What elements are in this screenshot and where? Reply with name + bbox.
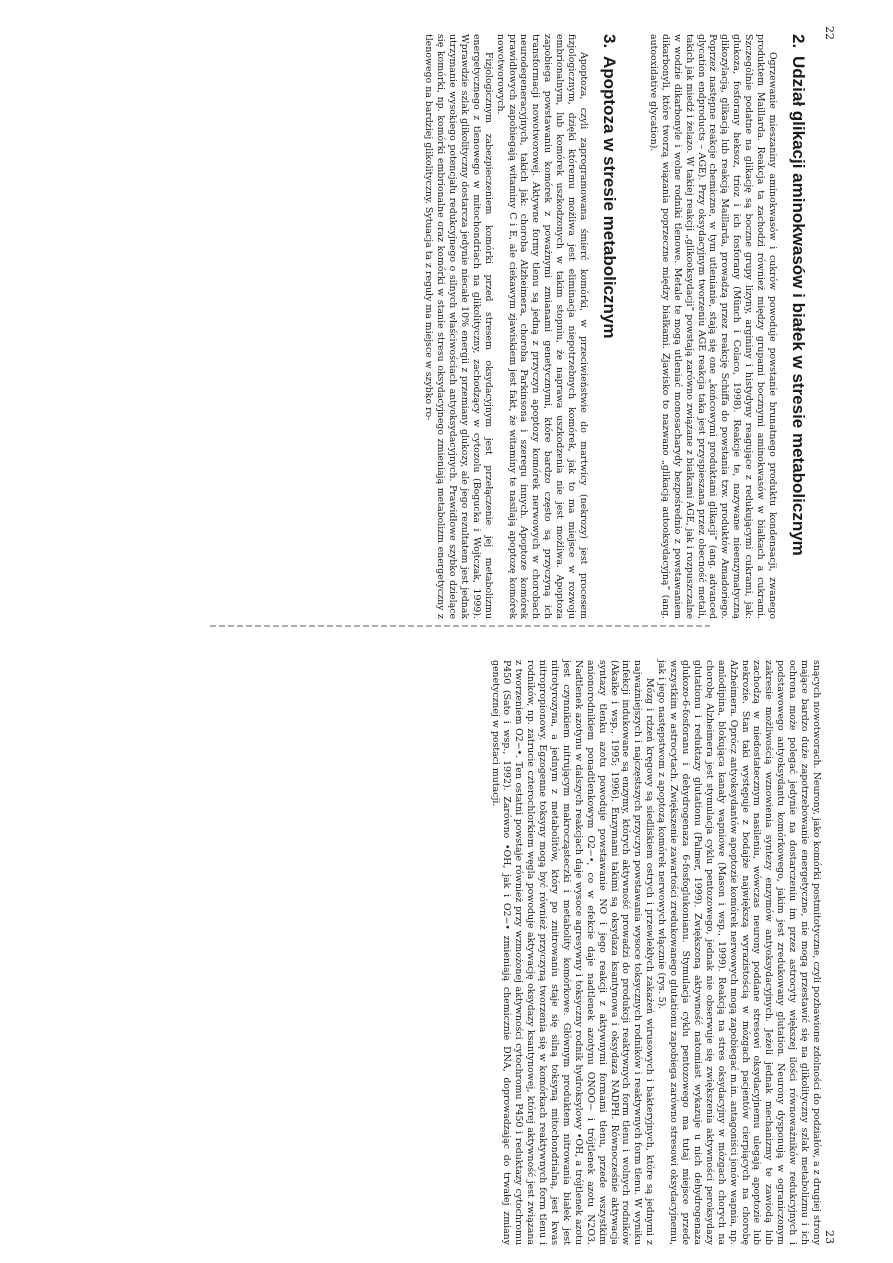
section-2-number: 2. bbox=[789, 34, 808, 49]
section-2-title: Udział glikacji aminokwasów i białek w stresie metabolicznym bbox=[789, 56, 808, 556]
section-2-paragraph: Ogrzewanie mieszaniny aminokwasów i cukrów powoduje powstanie brunatnego produktu kondensacji, zwanego produktem Maillarda. Reakcja ta zachodzi również między grupami bocznymi aminokwasów w białkach a cukrami. Szczególnie podatne na glikację są boczne grupy lizyny, argininy i histydyny reagujące z redukującymi cukrami, jak: glukoza, fosforany heksoz, trioz i ich fosforany (Münch i Colaco, 1998). Reakcje te, nazywane nieenzymatyczną glikozylacją, glikacją lub reakcją Maillarda, prowadzą przez reakcję Schiffa do powstania tzw. produktów Amadoriego. Poprzez następne reakcje chemiczne, w tym utlenianie, stają się one „końcowymi produktami glikacji” (ang. advanced glycation endproducts – AGE). Przy oksydacyjnym tworzeniu AGE reakcja taka jest przyspieszana przez obecność metali, takich jak miedź i żelazo. W takiej reakcji „glikooksydacji” powstają zarówno związane z białkami AGE, jak i rozpuszczalne w wodzie dikarbonyle i wolne rodniki tlenowe. Metale te mogą utleniać monosacharydy bezpośrednio z powstawaniem dikarbonyli, które tworzą wiązania poprzeczne między białkami. Zjawisko to nazwano „glikacją autooksydacyjną” (ang. autooxidative glycation). bbox=[647, 34, 778, 619]
right-page bbox=[276, 652, 836, 1252]
right-page-paragraph-1: snących nowotworach. Neurony, jako komórki postmitotyczne, czyli pozbawione zdolności do podziałów, a z drugiej strony mające bardzo duże zapotrzebowanie energetyczne, nie mogą przestawić się na glikolityczny szlak metabolizmu i ich ochrona może polegać jedynie na dostarczeniu im przez astrocyty większej ilości równoważników redukcyjnych i podstawowego antyoksydantu komórkowego, jakim jest zredukowany glutation. Neurony dysponują w ograniczonym zakresie możliwością wznowienia syntezy enzymów antyoksydacyjnych. Jeżeli jednak mechanizmy te zawiodą lub zachodzą w niedostatecznym nasileniu, wówczas neurony poddane stresowi oksydacyjnemu ulegają apoptozie lub nekrozie. Stan taki występuje z bodajże największą wyrazistością w mózgach pacjentów cierpiących na chorobę Alzheimera. Oprócz antyoksydantów apoptozie komórek nerwowych mogą zapobiegać m.in. antagoniści jonów wapnia, np. amlodipina, blokująca kanały wapniowe (Mason i wsp., 1999). Reakcją na stres oksydacyjny w mózgach chorych na chorobę Alzheimera jest stymulacja cyklu pentozowego, jednak nie obserwuje się zwiększenia aktywności peroksydazy glutationu i reduktazy glutationu (Palmer, 1999). Zwiększoną aktywność natomiast wykazuje u nich dehydrogenaza glukozo-6-fosforanu i dehydrogenaza 6-fosfoglukonianu. Stymulacja cyklu pentozowego ma tutaj miejsce przede wszystkim w astrocytach. Zwiększenie zawartości zredukowanego glutationu zapobiega zarówno stresowi oksydacyjnemu, jak i jego następstwom z apoptozą komórek nerwowych włącznie (rys. 5). bbox=[656, 660, 822, 1245]
right-page-paragraph-2: Mózg i rdzeń kręgowy są siedliskiem ostrych i przewlekłych zakażeń wirusowych i bakteryjnych, które są jednymi z najważniejszych i najczęstszych przyczyn powstawania wysoce toksycznych rodników i reaktywnych form tlenu. W wyniku infekcji indukowane są enzymy, których aktywność prowadzi do produkcji reaktywnych form tlenu i wolnych rodników (Akaike i wsp., 1995; 1996). Enzymami takimi są oksydaza ksantynowa i oksydaza NADPH. Równocześnie aktywacja syntazy tlenku azotu powoduje powstawanie NO i jego reakcji z aktywnymi formami tlenu, przede wszystkim anionorodnikiem ponadtlenkowym O2−•, co w efekcie daje nadtlenek azotynu ONOO− i trójtlenek azotu N2O3. Nadtlenek azotynu w dalszych reakcjach daje wysoce agresywny i toksyczny rodnik hydroksylowy •OH, a trójtlenek azotu jest czynnikiem nitrującym makrocząsteczki i metabolity komórkowe. Głównym produktem nitrowania białek jest nitrotyrozyna, a jednym z metabolitów, który po znitrowaniu staje się silną toksyną mitochondrialną, jest kwas nitropropionowy. Egzogenne toksyny mogą być również przyczyną tworzenia się w komórkach reaktywnych form tlenu i rodników, np. zatrucie czterochlorkiem węgla powoduje aktywację oksydazy ksantynowej, której aktywność jest związana z tworzeniem O2−•. Ten ostatni powstaje również przy wzmożonej aktywności cytochromu P450 i reduktazy cytochromu P450 (Sato i wsp., 1992). Zarówno •OH, jak i O2−• zmieniają chemicznie DNA, doprowadzając do trwałej zmiany genetycznej w postaci mutacji. bbox=[489, 660, 656, 1245]
section-3-number: 3. bbox=[600, 34, 620, 49]
page-number: 23 bbox=[823, 1230, 836, 1244]
right-page-content bbox=[489, 660, 822, 1245]
section-3-paragraph-1: Apoptoza, czyli zaprogramowana śmierć komórki, w przeciwieństwie do martwicy (nekrozy) jest procesem fizjologicznym, dzięki któremu możliwa jest eliminacja niepotrzebnych komórek, jak to ma miejsce w rozwoju embrionalnym, lub komórek uszkodzonych w takim stopniu, że naprawa uszkodzenia nie jest możliwa. Apoptoza zapobiega powstawaniu komórek z poważnymi zmianami genetycznymi, które bardzo często są przyczyną ich transformacji nowotworowej. Aktywne formy tlenu są jedną z przyczyn apoptozy komórek nerwowych w chorobach neurodegeneracyjnych, takich jak: choroba Alzheimera, choroba Parkinsona i szeregu innych. Apoptoze komórek prawidłowych zapobiegają witaminy C i E, ale ciekawym zjawiskiem jest fakt, że witaminy te nasilają apoptozę komórek nowotworowych. bbox=[494, 34, 590, 619]
section-3-paragraph-2: Fizjologicznym zabezpieczeniem komórki przed stresem oksydacyjnym jest przełączenie jej metabolizmu energetycznego z tlenowego w mitochondriach na glikolityczny, zachodzący w cytozolu (Bogucka i Wojtczak, 1999). Wprawdzie szlak glikolityczny dostarcza jedynie niecałe 10% energii z przemiany glukozy, ale jego rezultatem jest jednak utrzymanie wysokiego potencjału redukcyjnego o silnych właściwościach antyoksydacyjnych. Prawidłowe szybko dzielące się komórki, np. komórki embrionalne oraz komórki w stanie stresu oksydacyjnego zmieniają metabolizm energetyczny z tlenowego na bardziej glikolityczny. Sytuacja ta z reguły ma miejsce w szybko ro- bbox=[423, 34, 494, 619]
page-number: 22 bbox=[823, 26, 836, 40]
left-page-content bbox=[422, 34, 814, 619]
scan-artifact-line bbox=[210, 625, 710, 627]
left-page bbox=[276, 26, 836, 626]
section-2-heading bbox=[788, 34, 808, 619]
section-3-heading bbox=[599, 34, 619, 619]
section-3-title: Apoptoza w stresie metabolicznym bbox=[600, 56, 620, 339]
